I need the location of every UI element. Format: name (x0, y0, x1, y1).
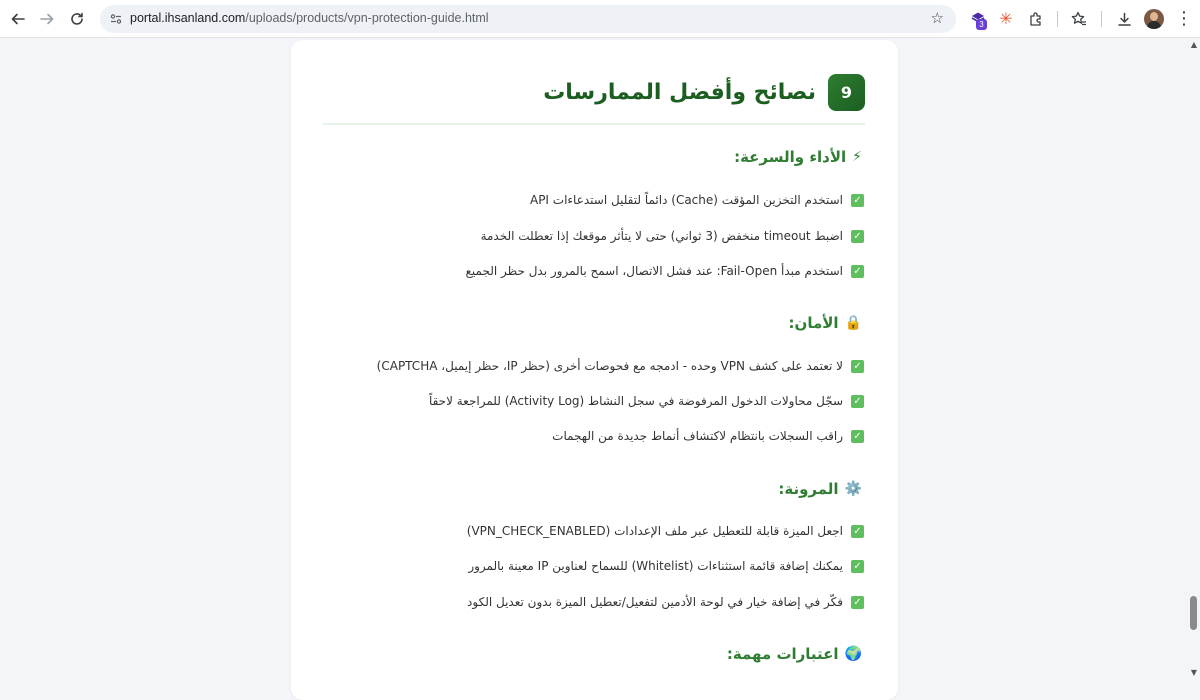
list-item-text: اجعل الميزة قابلة للتعطيل عبر ملف الإعدادات (VPN_CHECK_ENABLED) (466, 524, 843, 538)
claude-extension-icon[interactable]: ✳ (999, 9, 1013, 28)
list-item-text: لا تعتمد على كشف VPN وحده - ادمجه مع فحوصات أخرى (حظر IP، حظر إيميل، CAPTCHA) (376, 359, 843, 373)
section-divider (323, 123, 865, 125)
list-item (468, 559, 864, 573)
download-icon (1117, 12, 1132, 27)
lock-icon: 🔒 (844, 315, 862, 331)
site-info-icon[interactable] (108, 11, 124, 27)
check-icon: ✓ (851, 525, 864, 538)
list-item-text: استخدم مبدأ Fail-Open: عند فشل الاتصال، اسمح بالمرور بدل حظر الجميع (465, 264, 843, 278)
check-icon: ✓ (851, 596, 864, 609)
reload-button[interactable] (65, 7, 89, 31)
group-heading-security (789, 314, 862, 332)
gear-icon: ⚙️ (844, 481, 862, 497)
group-title: المرونة: (778, 480, 839, 498)
downloads-button[interactable] (1112, 7, 1136, 31)
group-heading-performance (734, 148, 862, 166)
scroll-thumb[interactable] (1190, 596, 1197, 630)
url-host: portal.ihsanland.com (130, 11, 246, 25)
group-heading-flexibility (778, 480, 862, 498)
group-heading-considerations (727, 645, 862, 663)
list-item (377, 359, 864, 373)
menu-kebab-icon[interactable]: ⋮ (1175, 8, 1193, 29)
toolbar-separator (1101, 11, 1102, 27)
check-icon: ✓ (851, 194, 864, 207)
list-item (552, 429, 864, 443)
list-item (466, 264, 864, 278)
profile-avatar[interactable] (1144, 9, 1164, 29)
check-icon: ✓ (851, 230, 864, 243)
group-title: اعتبارات مهمة: (726, 645, 839, 663)
list-item (467, 524, 864, 538)
check-icon: ✓ (851, 360, 864, 373)
list-item-text: راقب السجلات بانتظام لاكتشاف أنماط جديدة من الهجمات (552, 429, 843, 443)
toolbar-separator (1057, 11, 1058, 27)
list-item-text: يمكنك إضافة قائمة استثناءات (Whitelist) للسماح لعناوين IP معينة بالمرور (468, 559, 843, 573)
lightning-icon: ⚡ (852, 149, 862, 165)
group-title: الأداء والسرعة: (734, 148, 847, 166)
section-title: نصائح وأفضل الممارسات (543, 79, 816, 105)
section-header (543, 73, 865, 111)
content-card (291, 40, 898, 700)
list-item-text: سجّل محاولات الدخول المرفوضة في سجل النشاط (Activity Log) للمراجعة لاحقاً (428, 394, 843, 408)
check-icon: ✓ (851, 430, 864, 443)
list-item (481, 229, 864, 243)
check-icon: ✓ (851, 265, 864, 278)
list-item (530, 193, 864, 207)
group-title: الأمان: (788, 314, 839, 332)
puzzle-icon (1028, 12, 1043, 27)
bookmarks-button[interactable] (1067, 7, 1091, 31)
scroll-up-arrow-icon[interactable]: ▲ (1190, 40, 1198, 49)
url-path: /uploads/products/vpn-protection-guide.html (245, 11, 489, 25)
forward-button[interactable] (35, 7, 59, 31)
list-item-text: اضبط timeout منخفض (3 ثواني) حتى لا يتأثر موقعك إذا تعطلت الخدمة (480, 229, 843, 243)
star-list-icon (1071, 11, 1087, 27)
list-item-text: استخدم التخزين المؤقت (Cache) دائماً لتقليل استدعاءات API (529, 193, 843, 207)
check-icon: ✓ (851, 395, 864, 408)
section-number-badge: 9 (828, 74, 865, 111)
back-arrow-icon (11, 12, 25, 26)
list-item-text: فكّر في إضافة خيار في لوحة الأدمين لتفعيل/تعطيل الميزة بدون تعديل الكود (467, 595, 843, 609)
forward-arrow-icon (40, 12, 54, 26)
scroll-down-arrow-icon[interactable]: ▼ (1190, 668, 1198, 677)
reload-icon (70, 12, 84, 26)
globe-icon: 🌍 (844, 646, 862, 662)
list-item (467, 595, 864, 609)
page-scrollbar[interactable] (1188, 38, 1200, 679)
check-icon: ✓ (851, 560, 864, 573)
url-text (130, 11, 489, 25)
bookmark-star-icon[interactable]: ☆ (930, 9, 944, 27)
extension-badge: 3 (976, 19, 987, 30)
list-item (429, 394, 864, 408)
back-button[interactable] (6, 7, 30, 31)
browser-toolbar (0, 0, 1200, 38)
extensions-puzzle-button[interactable] (1023, 7, 1047, 31)
address-bar[interactable] (100, 5, 956, 33)
